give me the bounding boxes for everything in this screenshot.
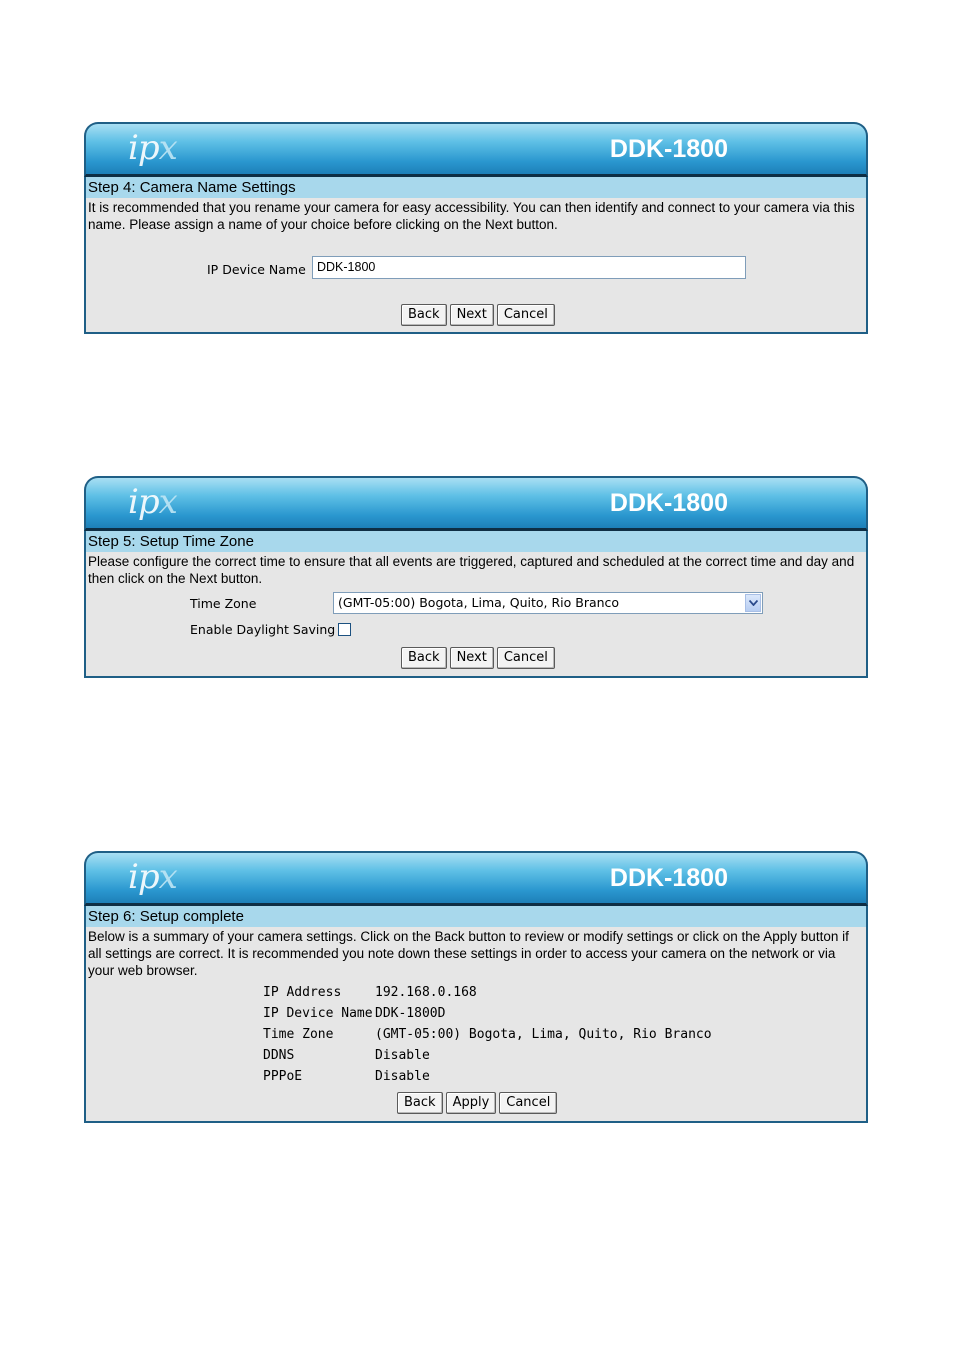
step-title: Step 4: Camera Name Settings	[86, 177, 866, 198]
step-description: Below is a summary of your camera settings. Click on the Back button to review or modify settings or click on the Apply button if all settings are correct. It is recommended you note down these settings in order to access your camera on the network or via your web browser.	[88, 929, 849, 978]
back-button[interactable]: Back	[397, 1092, 443, 1114]
apply-button[interactable]: Apply	[446, 1092, 497, 1114]
summary-value-ddns: Disable	[375, 1048, 430, 1063]
step4-panel	[84, 177, 868, 334]
button-row	[397, 1092, 557, 1114]
summary-label-pppoe: PPPoE	[263, 1069, 303, 1084]
model-name: DDK-1800	[609, 489, 728, 517]
summary-label-time-zone: Time Zone	[263, 1027, 334, 1042]
back-button[interactable]: Back	[401, 304, 447, 326]
daylight-saving-checkbox[interactable]	[338, 623, 351, 636]
step-title: Step 5: Setup Time Zone	[86, 531, 866, 552]
step-description: Please configure the correct time to ensure that all events are triggered, captured and scheduled at the correct time and day and then click on the Next button.	[88, 554, 855, 586]
step5-header-banner	[84, 476, 868, 531]
ipx-logo: ipx	[128, 128, 177, 168]
ipx-logo: ipx	[128, 857, 177, 897]
time-zone-select[interactable]	[333, 592, 763, 614]
cancel-button[interactable]: Cancel	[499, 1092, 557, 1114]
step-title: Step 6: Setup complete	[86, 906, 866, 927]
summary-label-ddns: DDNS	[263, 1048, 295, 1063]
time-zone-label: Time Zone	[190, 596, 257, 611]
ip-device-name-input[interactable]: DDK-1800	[312, 256, 746, 279]
next-button[interactable]: Next	[450, 304, 494, 326]
step4-header-banner	[84, 122, 868, 177]
model-name: DDK-1800	[609, 135, 728, 163]
next-button[interactable]: Next	[450, 647, 494, 669]
summary-label-ip-address: IP Address	[263, 985, 342, 1000]
button-row	[401, 304, 555, 326]
summary-value-pppoe: Disable	[375, 1069, 430, 1084]
step6-panel	[84, 906, 868, 1123]
summary-value-device-name: DDK-1800D	[375, 1006, 446, 1021]
button-row	[401, 647, 555, 669]
cancel-button[interactable]: Cancel	[497, 647, 555, 669]
daylight-saving-label: Enable Daylight Saving	[190, 622, 336, 637]
cancel-button[interactable]: Cancel	[497, 304, 555, 326]
ip-device-name-label: IP Device Name	[207, 262, 306, 277]
model-name: DDK-1800	[609, 864, 728, 892]
back-button[interactable]: Back	[401, 647, 447, 669]
summary-label-device-name: IP Device Name	[263, 1006, 373, 1021]
step-description: It is recommended that you rename your camera for easy accessibility. You can then identify and connect to your camera via this name. Please assign a name of your choice before clicking on the Next button.	[88, 200, 855, 232]
ipx-logo: ipx	[128, 482, 177, 522]
step5-panel	[84, 531, 868, 678]
summary-value-ip-address: 192.168.0.168	[375, 985, 477, 1000]
chevron-down-icon[interactable]	[745, 594, 761, 612]
time-zone-selected-value: (GMT-05:00) Bogota, Lima, Quito, Rio Branco	[338, 595, 620, 610]
step6-header-banner	[84, 851, 868, 906]
summary-value-time-zone: (GMT-05:00) Bogota, Lima, Quito, Rio Branco	[375, 1027, 712, 1042]
